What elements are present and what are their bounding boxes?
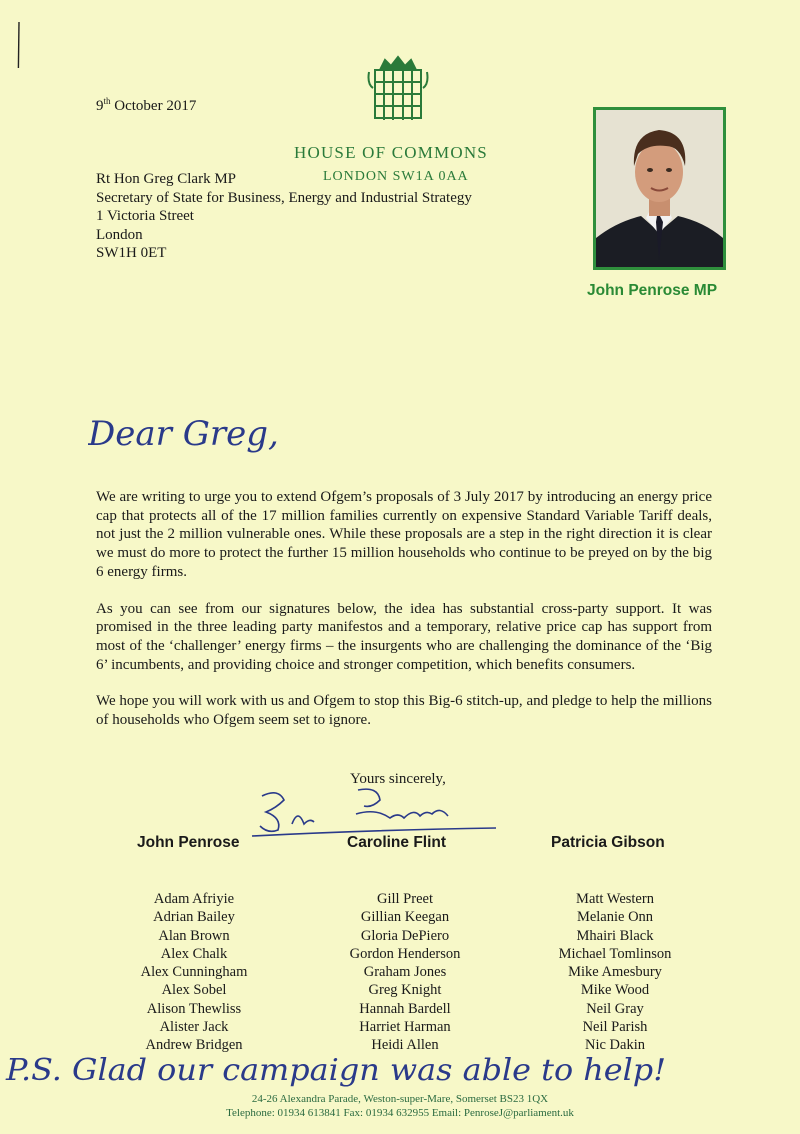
signatory: Gill Preet	[377, 891, 433, 907]
signatory: Nic Dakin	[585, 1037, 645, 1054]
signatory: Melanie Onn	[576, 909, 654, 926]
recipient-address	[96, 170, 472, 263]
signatory: Alison Thewliss	[146, 1000, 242, 1017]
letter-body	[96, 488, 712, 748]
letterhead-city: LONDON SW1A 0AA	[323, 169, 469, 184]
signatory: Alister Jack	[159, 1019, 229, 1036]
signatory: Hannah Bardell	[359, 1000, 451, 1017]
signatory: Adam Afriyie	[153, 891, 235, 907]
margin-pen-mark	[16, 20, 22, 70]
letter-footer	[0, 1092, 800, 1120]
signatory: Greg Knight	[368, 982, 442, 999]
recipient-line: SW1H 0ET	[96, 245, 167, 261]
recipient-line: 1 Victoria Street	[96, 208, 194, 224]
signatory: Michael Tomlinson	[558, 945, 672, 962]
letter-date: 9th October 2017	[96, 96, 197, 114]
signatory: Neil Parish	[582, 1019, 648, 1036]
signatory: Neil Gray	[586, 1000, 644, 1017]
signatory: Alan Brown	[158, 927, 230, 944]
body-paragraph: As you can see from our signatures below, the idea has substantial cross-party support. It was promised in the three leading party manifestos and a temporary, relative price cap has support from most of the ‘challenger’ energy firms – the insurgents who are challenging the dominance of the ‘Big 6’ incumbents, and providing choice and stronger competition, which benefits consumers.	[96, 600, 712, 673]
signatory: Harriet Harman	[359, 1019, 451, 1036]
footer-address: 24-26 Alexandra Parade, Weston-super-Mare, Somerset BS23 1QX	[251, 1093, 549, 1105]
signatory: Mhairi Black	[576, 927, 654, 944]
signatory: Alex Sobel	[161, 982, 227, 999]
signatory: Mike Amesbury	[568, 964, 662, 981]
signatory: Alex Cunningham	[140, 964, 248, 981]
mp-name: John Penrose MP	[587, 282, 718, 299]
recipient-line: Secretary of State for Business, Energy and Industrial Strategy	[96, 189, 472, 206]
signatory: Alex Chalk	[160, 945, 228, 962]
salutation-text: Dear Greg,	[88, 414, 279, 454]
signatory: Andrew Bridgen	[145, 1037, 243, 1054]
signatory: Gillian Keegan	[360, 909, 450, 926]
handwritten-postscript	[0, 1040, 680, 1096]
footer-contact: Telephone: 01934 613841 Fax: 01934 632955 Email: PenroseJ@parliament.uk	[226, 1107, 574, 1119]
signatory: Heidi Allen	[371, 1037, 439, 1054]
lead-signatory: John Penrose	[137, 834, 240, 851]
handwritten-salutation	[88, 405, 288, 475]
signatory: Adrian Bailey	[153, 909, 235, 926]
signatory: Gloria DePiero	[360, 927, 450, 944]
signatory: Matt Western	[576, 891, 654, 907]
signatory: Graham Jones	[363, 964, 447, 981]
lead-signatory: Caroline Flint	[347, 834, 447, 851]
lead-signatory: Patricia Gibson	[551, 834, 665, 851]
signatory-column-3	[520, 890, 710, 1055]
signatory-column-2	[310, 890, 500, 1055]
body-paragraph: We are writing to urge you to extend Ofgem’s proposals of 3 July 2017 by introducing an energy price cap that protects all of the 17 million families currently on expensive Standard Variable Tariff deals, not just the 2 million vulnerable ones. While these proposals are a step in the right direction it is clear we must do more to protect the further 15 million households who continue to be preyed on by the big 6 energy firms.	[96, 489, 712, 580]
recipient-line: London	[96, 226, 143, 243]
portcullis-crest-icon	[367, 54, 429, 124]
letterhead-name: HOUSE OF COMMONS	[294, 143, 488, 162]
postscript-text: P.S. Glad our campaign was able to help!	[4, 1053, 667, 1088]
signatory-column-1	[99, 890, 289, 1055]
signatory: Mike Wood	[580, 982, 650, 999]
recipient-line: Rt Hon Greg Clark MP	[96, 171, 236, 187]
body-paragraph: We hope you will work with us and Ofgem to stop this Big-6 stitch-up, and pledge to help the millions of households who Ofgem seem set to ignore.	[96, 693, 712, 729]
mp-portrait-photo	[593, 107, 726, 270]
closing-text: Yours sincerely,	[350, 771, 446, 787]
signatory: Gordon Henderson	[349, 945, 461, 962]
